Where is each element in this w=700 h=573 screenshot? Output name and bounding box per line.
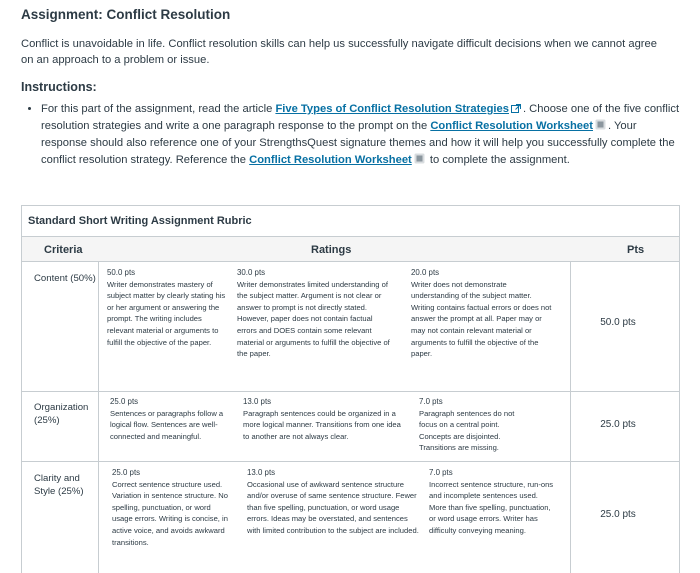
criterion-label: Organization (25%): [34, 402, 89, 426]
rubric-row-organization: [22, 392, 680, 462]
rubric-table: [21, 205, 680, 573]
instruction-text-1: For this part of the assignment, read the article: [41, 103, 276, 115]
five-types-article-link[interactable]: Five Types of Conflict Resolution Strategies: [275, 103, 509, 115]
rating-points: 13.0 pts: [247, 468, 276, 477]
rating-description: Incorrect sentence structure, run-ons and incomplete sentences used. More than five spelling, punctuation, or word usage errors. Writer has difficulty conveying meaning.: [429, 479, 554, 535]
rating-description: Paragraph sentences do not focus on a central point. Concepts are disjointed. Transitions are missing.: [419, 408, 515, 453]
rating-description: Writer demonstrates mastery of subject matter by clearly stating his or her argument or answering the prompt. The writing includes relevant material or arguments to fulfill the objective of the paper.: [107, 279, 226, 347]
ratings-header: Ratings: [311, 244, 352, 256]
rating-cell: [247, 467, 419, 537]
rating-points: 7.0 pts: [429, 468, 453, 477]
rubric-row-clarity: [22, 462, 680, 573]
rating-cell: [411, 267, 553, 360]
rating-points: 20.0 pts: [411, 268, 440, 277]
rating-description: Occasional use of awkward sentence structure and/or overuse of same sentence structure. Fewer than five spelling, punctuation, or word usage errors. Ideas may be overstated, and sentences with limited contribution to the subject are included.: [247, 479, 419, 535]
rating-description: Writer demonstrates limited understanding of the subject matter. Argument is not clear or answer to prompt is not directly stated. However, paper does not contain factual errors and DOES contain some relevant material or arguments to fulfill the objective of the paper.: [237, 279, 390, 359]
rating-description: Sentences or paragraphs follow a logical flow. Sentences are well-connected and meaningful.: [110, 408, 224, 441]
rating-points: 13.0 pts: [243, 397, 272, 406]
rating-cell: [243, 396, 407, 442]
pts-header: Pts: [627, 244, 645, 256]
criterion-label: Content (50%): [34, 273, 96, 284]
criteria-header: Criteria: [44, 244, 83, 256]
rating-points: 25.0 pts: [112, 468, 141, 477]
instruction-text-3: . Your response should also reference one of your StrengthsQuest signature themes and how it will help you successfully complete the conflict resolution strategy. Reference the: [41, 120, 675, 166]
document-preview-icon[interactable]: [595, 119, 606, 135]
rating-cell: [419, 396, 531, 454]
row-points: 50.0 pts: [600, 317, 636, 328]
rating-cell: [112, 467, 232, 548]
rating-cell: [107, 267, 229, 348]
rating-description: Correct sentence structure used. Variation in sentence structure. No spelling, punctuation, or word usage errors. Writing is concise, in active voice, and avoids awkward transitions.: [112, 479, 228, 547]
external-link-icon: [511, 102, 521, 118]
rating-points: 50.0 pts: [107, 268, 136, 277]
rating-cell: [429, 467, 555, 537]
instruction-item: [41, 101, 681, 169]
row-points: 25.0 pts: [600, 419, 636, 430]
page-title: Assignment: Conflict Resolution: [21, 7, 231, 22]
worksheet-link-2[interactable]: Conflict Resolution Worksheet: [249, 153, 412, 166]
rating-cell: [110, 396, 234, 442]
instructions-heading: Instructions:: [21, 80, 97, 94]
instructions-list: [21, 101, 681, 169]
rubric-row-content: [22, 262, 680, 392]
instruction-text-4: to complete the assignment.: [426, 153, 570, 166]
document-preview-icon[interactable]: [414, 153, 425, 169]
rating-points: 25.0 pts: [110, 397, 139, 406]
rating-description: Writer does not demonstrate understanding of the subject matter. Writing contains factual errors or does not answer the prompt at all. Paper may or may not contain relevant material or arguments to fulfill the objective of the paper.: [411, 279, 552, 359]
intro-text: Conflict is unavoidable in life. Conflict resolution skills can help us successfully navigate difficult decisions when we cannot agree on an approach to a problem or issue.: [21, 38, 657, 66]
rubric-header-row: [22, 236, 680, 262]
rating-description: Paragraph sentences could be organized in a more logical manner. Transitions from one idea to another are not always clear.: [243, 408, 401, 441]
instruction-text-2: . Choose one of the five conflict resolution strategies and write a one paragraph response to the prompt on the: [41, 103, 680, 133]
rubric-title: Standard Short Writing Assignment Rubric: [28, 215, 252, 227]
rating-points: 30.0 pts: [237, 268, 266, 277]
criterion-label: Clarity and Style (25%): [34, 473, 84, 497]
rating-points: 7.0 pts: [419, 397, 443, 406]
worksheet-link-1[interactable]: Conflict Resolution Worksheet: [430, 120, 593, 133]
row-points: 25.0 pts: [600, 509, 636, 520]
rating-cell: [237, 267, 393, 360]
